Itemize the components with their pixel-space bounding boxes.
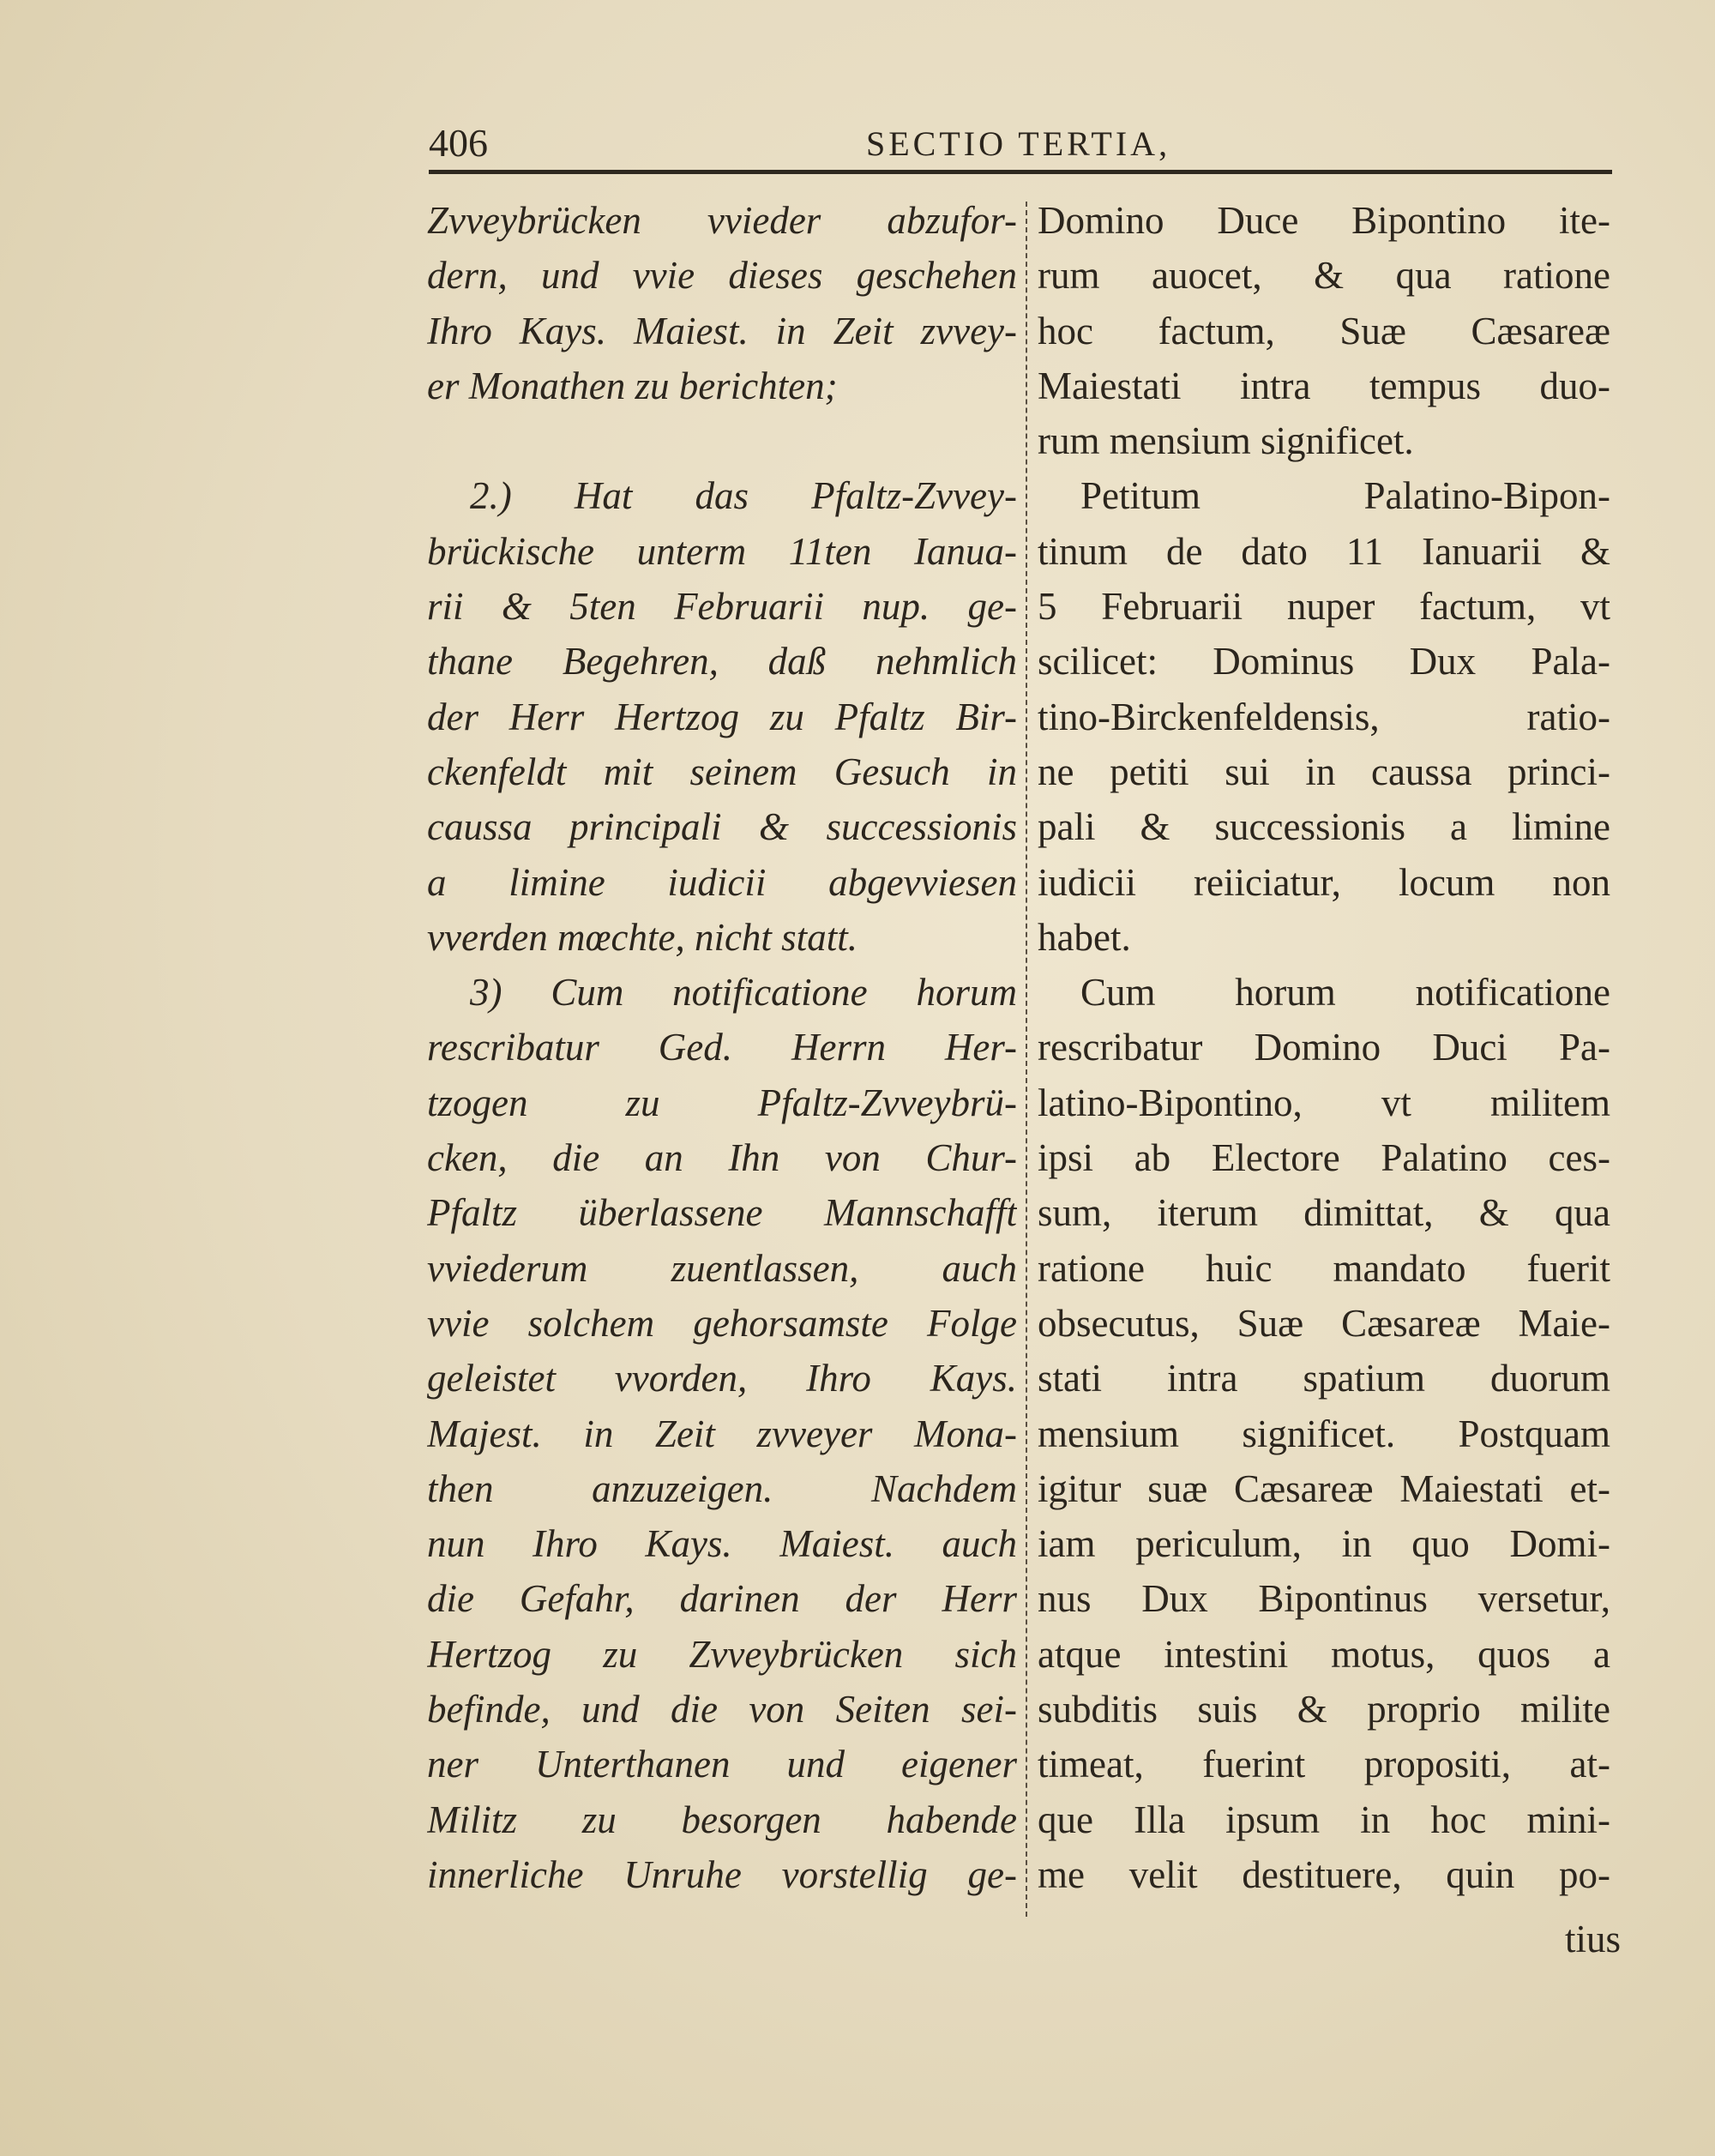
german-line: Militz zu besorgen habende (427, 1798, 1017, 1841)
german-line: vvie solchem gehorsamste Folge (427, 1301, 1017, 1345)
latin-line: pali & successionis a limine (1038, 805, 1610, 849)
column-divider (1026, 202, 1027, 1917)
german-line: vverden mœchte, nicht statt. (427, 915, 858, 959)
latin-line: ne petiti sui in caussa princi- (1038, 750, 1610, 793)
german-line: geleistet vvorden, Ihro Kays. (427, 1357, 1017, 1400)
latin-line: rum auocet, & qua ratione (1038, 254, 1610, 298)
latin-line: hoc factum, Suæ Cæsareæ (1038, 309, 1610, 352)
german-line: ckenfeldt mit seinem Gesuch in (427, 750, 1017, 793)
latin-line: Domino Duce Bipontino ite- (1038, 199, 1610, 242)
latin-line: 5 Februarii nuper factum, vt (1038, 585, 1610, 629)
latin-line: habet. (1038, 915, 1131, 959)
german-line: Hertzog zu Zvveybrücken sich (427, 1632, 1017, 1676)
german-line: die Gefahr, darinen der Herr (427, 1577, 1017, 1621)
german-line: Zvveybrücken vvieder abzufor- (427, 199, 1017, 242)
german-line: brückische unterm 11ten Ianua- (427, 529, 1017, 573)
latin-line: rum mensium significet. (1038, 419, 1414, 463)
latin-line: timeat, fuerint propositi, at- (1038, 1743, 1610, 1786)
german-line: a limine iudicii abgevviesen (427, 860, 1017, 904)
latin-line: tino-Birckenfeldensis, ratio- (1038, 695, 1610, 738)
latin-line: rescribatur Domino Duci Pa- (1038, 1026, 1610, 1069)
latin-line: Maiestati intra tempus duo- (1038, 364, 1610, 407)
latin-line: iudicii reiiciatur, locum non (1038, 860, 1610, 904)
german-line: innerliche Unruhe vorstellig ge- (427, 1852, 1017, 1896)
german-line: 2.) Hat das Pfaltz-Zvvey- (470, 474, 1017, 518)
german-line: rii & 5ten Februarii nup. ge- (427, 585, 1017, 629)
german-line: Ihro Kays. Maiest. in Zeit zvvey- (427, 309, 1017, 352)
latin-line: me velit destituere, quin po- (1038, 1852, 1610, 1896)
latin-line: Cum horum notificatione (1080, 971, 1610, 1015)
page-header (429, 120, 1612, 172)
latin-line: que Illa ipsum in hoc mini- (1038, 1798, 1610, 1841)
latin-line: iam periculum, in quo Domi- (1038, 1522, 1610, 1566)
page-number: 406 (429, 121, 488, 165)
german-line: dern, und vvie dieses geschehen (427, 254, 1017, 298)
running-title: SECTIO TERTIA, (866, 124, 1171, 163)
two-column-text (427, 193, 1621, 1977)
latin-line: subditis suis & proprio milite (1038, 1688, 1610, 1731)
latin-line: ipsi ab Electore Palatino ces- (1038, 1136, 1610, 1180)
german-line: thane Begehren, daß nehmlich (427, 640, 1017, 684)
german-line: vviederum zuentlassen, auch (427, 1246, 1017, 1290)
german-line: befinde, und die von Seiten sei- (427, 1688, 1017, 1731)
german-column (427, 193, 1017, 1902)
latin-line: sum, iterum dimittat, & qua (1038, 1191, 1610, 1235)
latin-line: scilicet: Dominus Dux Pala- (1038, 640, 1610, 684)
german-line: caussa principali & successionis (427, 805, 1017, 849)
german-line (427, 413, 1017, 468)
latin-line: stati intra spatium duorum (1038, 1357, 1610, 1400)
latin-line: mensium significet. Postquam (1038, 1412, 1610, 1455)
german-line: er Monathen zu berichten; (427, 364, 838, 407)
latin-column (1038, 193, 1610, 1902)
latin-line: atque intestini motus, quos a (1038, 1632, 1610, 1676)
latin-line: ratione huic mandato fuerit (1038, 1246, 1610, 1290)
latin-line: igitur suæ Cæsareæ Maiestati et- (1038, 1466, 1610, 1510)
latin-line: Petitum Palatino-Bipon- (1080, 474, 1610, 518)
latin-line: tinum de dato 11 Ianuarii & (1038, 529, 1610, 573)
german-line: tzogen zu Pfaltz-Zvveybrü- (427, 1081, 1017, 1124)
latin-line: latino-Bipontino, vt militem (1038, 1081, 1610, 1124)
catchword: tius (1564, 1918, 1621, 1960)
latin-line: nus Dux Bipontinus versetur, (1038, 1577, 1610, 1621)
header-rule (429, 170, 1612, 174)
german-line: Pfaltz überlassene Mannschafft (427, 1191, 1017, 1235)
german-line: nun Ihro Kays. Maiest. auch (427, 1522, 1017, 1566)
german-line: Majest. in Zeit zvveyer Mona- (427, 1412, 1017, 1455)
german-line: 3) Cum notificatione horum (470, 971, 1017, 1015)
german-line: ner Unterthanen und eigener (427, 1743, 1017, 1786)
german-line: then anzuzeigen. Nachdem (427, 1466, 1017, 1510)
latin-line: obsecutus, Suæ Cæsareæ Maie- (1038, 1301, 1610, 1345)
german-line: der Herr Hertzog zu Pfaltz Bir- (427, 695, 1017, 738)
german-line: rescribatur Ged. Herrn Her- (427, 1026, 1017, 1069)
german-line: cken, die an Ihn von Chur- (427, 1136, 1017, 1180)
